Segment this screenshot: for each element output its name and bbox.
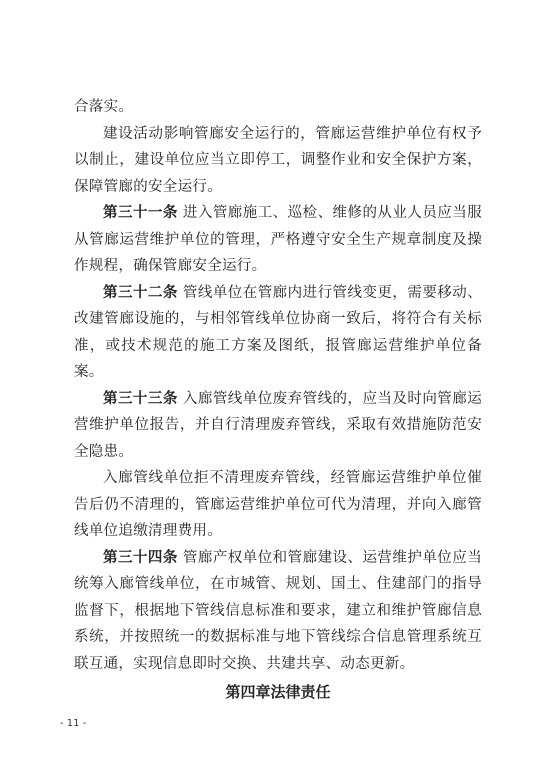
article-number: 第三十四条 xyxy=(103,549,178,566)
article-paragraph xyxy=(74,200,482,280)
article-paragraph xyxy=(74,386,482,466)
paragraph-text: 管线单位在管廊内进行管线变更，需要移动、改建管廊设施的，与相邻管线单位协商一致后，将符合有关标准，或技术规范的施工方案及图纸，报管廊运营维护单位备案。 xyxy=(74,284,483,380)
article-number: 第三十一条 xyxy=(103,205,178,221)
paragraph-text: 入廊管线单位拒不清理废弃管线，经管廊运营维护单位催告后仍不清理的，管廊运营维护单位可代为清理，并向入廊管线单位追缴清理费用。 xyxy=(74,470,482,539)
paragraph-text: 建设活动影响管廊安全运行的，管廊运营维护单位有权予以制止，建设单位应当立即停工，调整作业和安全保护方案，保障管廊的安全运行。 xyxy=(74,125,482,195)
article-paragraph xyxy=(74,545,482,678)
article-number: 第三十二条 xyxy=(103,284,178,301)
paragraph-continuation xyxy=(74,94,482,121)
paragraph xyxy=(74,121,482,201)
chapter-heading: 第四章法律责任 xyxy=(225,683,331,701)
page-number: - 11 - xyxy=(60,718,87,729)
paragraph xyxy=(74,465,482,545)
paragraph-text: 合落实。 xyxy=(74,99,134,115)
document-body xyxy=(74,94,482,706)
paragraph-text: 入廊管线单位废弃管线的，应当及时向管廊运营维护单位报告，并自行清理废弃管线，采取有效措施防范安全隐患。 xyxy=(74,390,483,460)
article-paragraph xyxy=(74,280,482,386)
paragraph-text: 管廊产权单位和管廊建设、运营维护单位应当统筹入廊管线单位，在市城管、规划、国土、住建部门的指导监督下，根据地下管线信息标准和要求，建立和维护管廊信息系统，并按照统一的数据标准与地下管线综合信息管理系统互联互通，实现信息即时交换、共建共享、动态更新。 xyxy=(74,549,483,672)
paragraph-text: 进入管廊施工、巡检、维修的从业人员应当服从管廊运营维护单位的管理，严格遵守安全生产规章制度及操作规程，确保管廊安全运行。 xyxy=(74,205,483,274)
article-number: 第三十三条 xyxy=(103,390,178,407)
